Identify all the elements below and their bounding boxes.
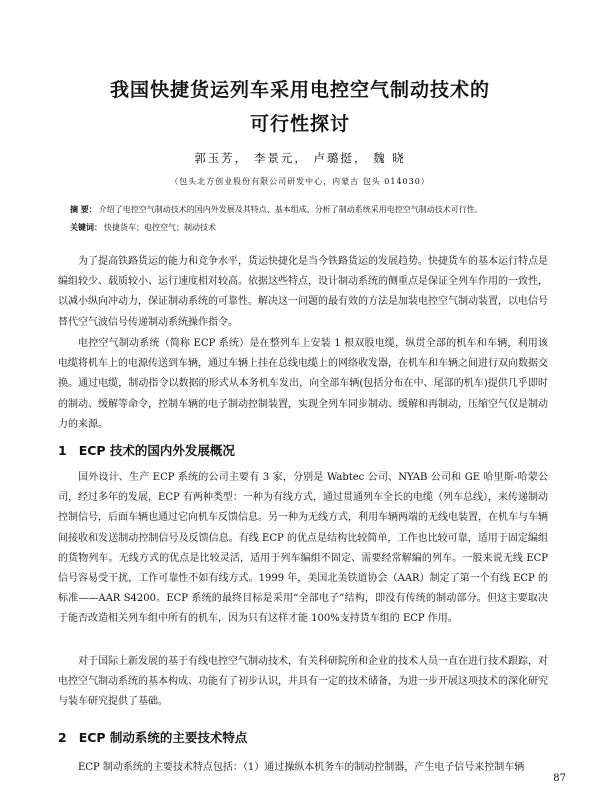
abstract [70, 204, 560, 216]
section-number-2: 2 [58, 730, 67, 745]
authors: 郭玉芳， 李景元， 卢璐挺， 魏 晓 [194, 151, 406, 165]
abstract-text: 介绍了电控空气制动技术的国内外发展及其特点、基本组成，分析了制动系统采用电控空气制动技术可行性。 [98, 205, 483, 214]
title-line-2: 可行性探讨 [249, 113, 350, 135]
title-line-1: 我国快捷货运列车采用电控空气制动技术的 [109, 79, 490, 101]
abstract-label: 摘 要： [70, 205, 97, 214]
section-title-1: ECP 技术的国内外发展概况 [78, 443, 235, 458]
paragraph-foreign-development: 国外设计、生产 ECP 系统的公司主要有 3 家，分别是 Wabtec 公司、NYAB 公司和 GE 哈里斯-哈蒙公司，经过多年的发展，ECP 有两种类型：一种为有线方式，通过贯通列车全长的电缆（列车总线），来传递制动控制信号，后面车辆也通过它向机车反馈信息。另一种为无线方式，利用车辆两端的无线电装置，在机车与车辆间接收和发送制动控制信号及反馈信息。有线 ECP 的优点是结构比较简单，工作也比较可靠，适用于固定编组的货物列车。无线方式的优点是比较灵活，适用于列车编组不固定、需要经常解编的列车。一般来说无线 ECP 信号容易受干扰，工作可靠性不如有线方式。1999 年，美国北美铁道协会（AAR）制定了第一个有线 ECP 的标准——AAR S4200。ECP 系统的最终目标是采用“全部电子”结构，即没有传统的制动部分。但这主要取决于能否改造相关列车组中所有的机车，因为只有这样才能 100%支持货车组的 ECP 作用。 [58, 472, 548, 625]
paragraph-features: ECP 制动系统的主要技术特点包括：（1）通过操纵本机务车的制动控制器，产生电子信号来控制车辆 [78, 762, 525, 773]
section-heading-1 [58, 441, 235, 459]
keywords-text: 快捷货车；电控空气；制动技术 [104, 223, 216, 232]
section-heading-2 [58, 728, 247, 746]
page-number: 87 [553, 773, 566, 784]
affiliation: （包头北方创业股份有限公司研发中心，内蒙古 包头 014030） [170, 177, 430, 186]
section-number-1: 1 [58, 443, 67, 458]
section-title-2: ECP 制动系统的主要技术特点 [78, 730, 248, 745]
keywords [70, 222, 560, 234]
paragraph-domestic-research: 对于国际上新发展的基于有线电控空气制动技术，有关科研院所和企业的技术人员一直在进行技术跟踪，对电控空气制动系统的基本构成、功能有了初步认识，并具有一定的技术储备，为进一步开展这项技术的深化研究与装车研究提供了基础。 [58, 656, 548, 708]
paragraph-intro: 为了提高铁路货运的能力和竞争水平，货运快捷化是当今铁路货运的发展趋势。快捷货车的基本运行特点是编组较少、载质较小、运行速度相对较高。依据这些特点，设计制动系统的侧重点是保证全列车作用的一致性，以减小纵向冲动力，保证制动系统的可靠性。解决这一问题的最有效的方法是加装电控空气制动装置，以电信号替代空气波信号传递制动系统操作指令。 [58, 256, 548, 328]
keywords-label: 关键词： [70, 223, 102, 232]
paragraph-ecp-definition: 电控空气制动系统（简称 ECP 系统）是在整列车上安装 1 根双股电缆，纵贯全部的机车和车辆，利用该电缆将机车上的电源传送到车辆，通过车辆上挂在总线电缆上的网络收发器，在机车和车辆之间进行双向数据交换。通过电缆，制动指令以数据的形式从本务机车发出，向全部车辆(包括分布在中、尾部的机车)提供几乎即时的制动、缓解等命令，控制车辆的电子制动控制装置，实现全列车同步制动、缓解和再制动，压缩空气仅是制动力的来源。 [58, 338, 548, 430]
